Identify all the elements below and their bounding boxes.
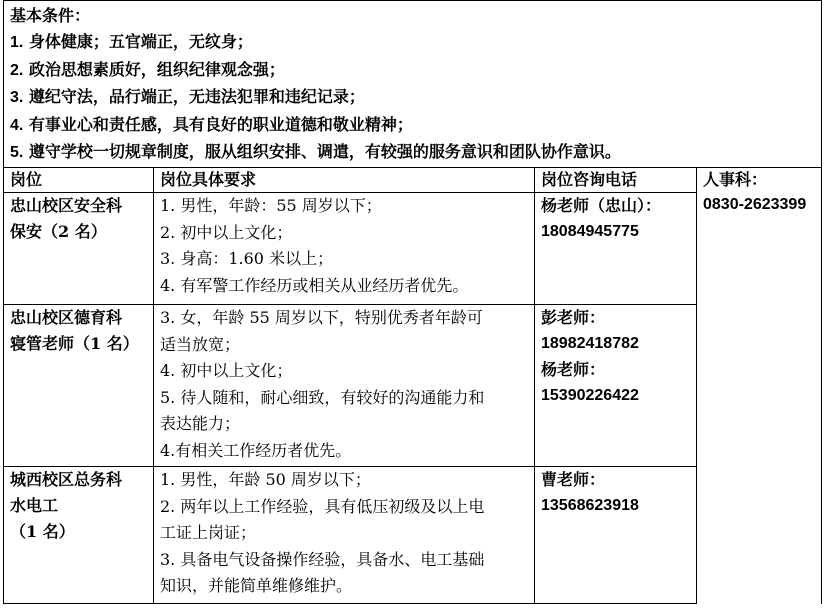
basic-condition-item: 1. 身体健康；五官端正，无纹身； [10,32,253,52]
post-cell: 城西校区总务科 水电工 （1 名） [4,467,154,604]
basic-condition-item: 5. 遵守学校一切规章制度，服从组织安排、调遣，有较强的服务意识和团队协作意识。 [10,142,621,162]
basic-condition-item: 4. 有事业心和责任感，具有良好的职业道德和敬业精神； [10,114,413,134]
hr-label: 人事科： [703,170,768,190]
requirements-cell: 1. 男性，年龄 50 周岁以下； 2. 两年以上工作经验，具有低压初级及以上电 工证上岗证； 3. 具备电气设备操作经验，具备水、电工基础 知识，并能简单维修维护。 [154,467,535,604]
requirements-cell: 3. 女，年龄 55 周岁以下，特别优秀者年龄可 适当放宽； 4. 初中以上文化； 5. 待人随和，耐心细致，有较好的沟通能力和 表达能力； 4.有相关工作经历者优先。 [154,305,535,467]
post-cell: 忠山校区安全科 保安（2 名） [4,193,154,305]
contact-cell: 曹老师： 13568623918 [535,467,697,604]
hr-department-cell [697,168,822,604]
hr-phone: 0830-2623399 [703,196,807,214]
header-phone: 岗位咨询电话 [535,168,697,193]
header-row [4,168,822,193]
requirements-cell: 1. 男性，年龄：55 周岁以下； 2. 初中以上文化； 3. 身高：1.60 米以上； 4. 有军警工作经历或相关从业经历者优先。 [154,193,535,305]
basic-conditions-title: 基本条件： [10,6,91,25]
basic-conditions-row [4,1,822,168]
post-cell: 忠山校区德育科 寝管老师（1 名） [4,305,154,467]
header-post: 岗位 [4,168,154,193]
contact-cell: 杨老师（忠山）： 18084945775 [535,193,697,305]
basic-condition-item: 2. 政治思想素质好，组织纪律观念强； [10,59,285,79]
header-requirements: 岗位具体要求 [154,168,535,193]
basic-condition-item: 3. 遵纪守法，品行端正，无违法犯罪和违纪记录； [10,87,365,107]
basic-conditions-cell [4,1,822,168]
contact-cell: 彭老师： 18982418782 杨老师： 15390226422 [535,305,697,467]
recruitment-table [3,0,822,604]
